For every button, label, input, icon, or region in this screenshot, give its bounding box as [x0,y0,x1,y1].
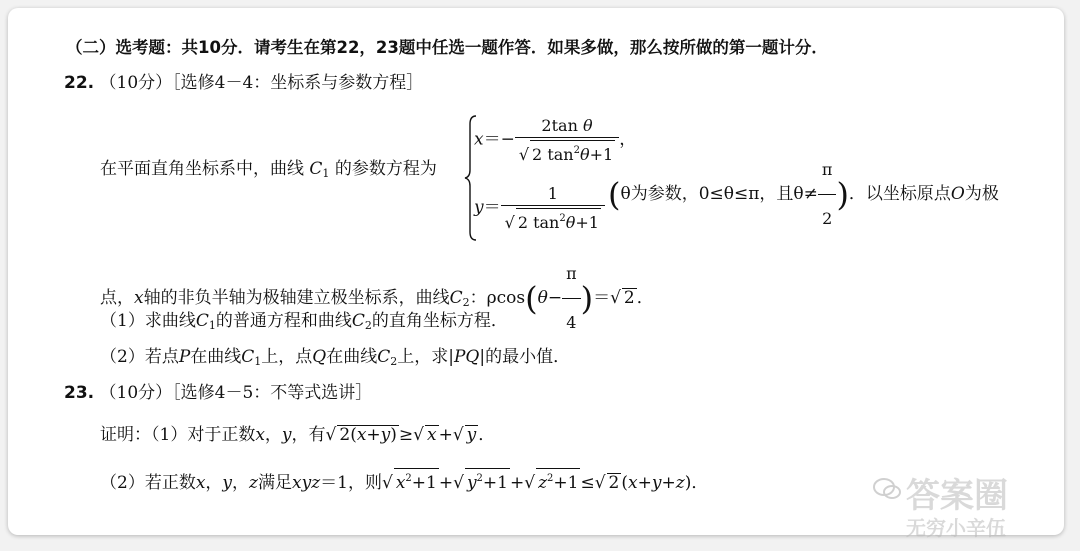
sub2-b: 在曲线 [190,347,242,367]
q23-part2: （2）若正数x，y，z满足xyz＝1，则√ $x^2+1$ +√ $y^2+1$ +√ $z^2+1$ ≤√ 2 (x+y+z)． [100,468,708,494]
q22-line2: 点，x轴的非负半轴为极轴建立极坐标系，曲线$C_2$：ρcos(θ− $\frac{\pi}{4}$ )＝√ 2 ． [100,252,654,345]
q22-intro-line: 在平面直角坐标系中，曲线 $C_1$ 的参数方程为 [100,159,437,180]
q22-number: 22. [64,73,95,93]
section-header [66,37,828,59]
q22-title [64,72,423,94]
q23-proof: 证明：（1）对于正数x，y，有√ 2(x+y) ≥√ x +√ y ． [100,425,496,445]
part2-c: ＝1，则 [320,473,382,493]
param-note-c: 为极 [964,184,999,204]
q23-title [64,382,372,404]
eq-x: x＝− $\frac{\text{2tan θ}}{√ 2 \tan^2\theta+1}$ ， [474,116,637,164]
param-note: (θ为参数，0≤θ≤π，且θ≠ $\frac{\pi}{2}$ )．以坐标原点O为极 [608,148,999,241]
line2-a: 点， [100,288,134,308]
param-note-b: ．以坐标原点 [848,184,951,204]
sub1-b: 的普通方程和曲线 [215,311,352,331]
watermark [866,468,1066,548]
q22-sub1: （1）求曲线$C_1$的普通方程和曲线$C_2$的直角坐标方程． [100,311,508,332]
line2-b: 轴的非负半轴为极轴建立极坐标系，曲线 [143,288,450,308]
watermark-bottom: 无穷小辛伍 [906,516,1006,540]
proof-a: 证明：（1）对于正数 [100,425,256,445]
eq-y: y＝ $\frac{1}{√ 2 \tan^2\theta+1}$ [474,184,605,232]
section-header-text: （二）选考题：共10分．请考生在第22，23题中任选一题作答．如果多做，那么按所做的第一题计分． [66,38,828,57]
sub1-a: （1）求曲线 [100,311,196,331]
sub2-d: 在曲线 [326,347,378,367]
q22-tag: （10分）［选修4－4：坐标系与参数方程］ [99,73,424,93]
q23-number: 23. [64,383,95,403]
q22-intro: 在平面直角坐标系中，曲线 [100,159,304,179]
q22-sub2: （2）若点P在曲线$C_1$上，点Q在曲线$C_2$上，求|PQ|的最小值． [100,347,571,368]
part2-b: 满足 [258,473,292,493]
sub2-e: 上，求| [397,347,454,367]
sub2-f: |的最小值． [479,347,571,367]
sub2-c: 上，点 [261,347,313,367]
line2-c: ：ρcos [469,288,526,308]
part2-a: （2）若正数 [100,473,196,493]
sub2-a: （2）若点 [100,347,179,367]
sub1-c: 的直角坐标方程． [371,311,508,331]
param-note-a: θ为参数，0≤θ≤π，且θ≠ [620,184,818,204]
exam-page [8,8,1064,540]
wechat-icon [872,476,902,502]
q23-tag: （10分）［选修4－5：不等式选讲］ [99,383,373,403]
line2-d: ＝ [593,288,611,308]
proof-b: ，有 [291,425,326,445]
q22-intro-after: 的参数方程为 [334,159,437,179]
watermark-top: 答案圈 [906,476,1008,516]
